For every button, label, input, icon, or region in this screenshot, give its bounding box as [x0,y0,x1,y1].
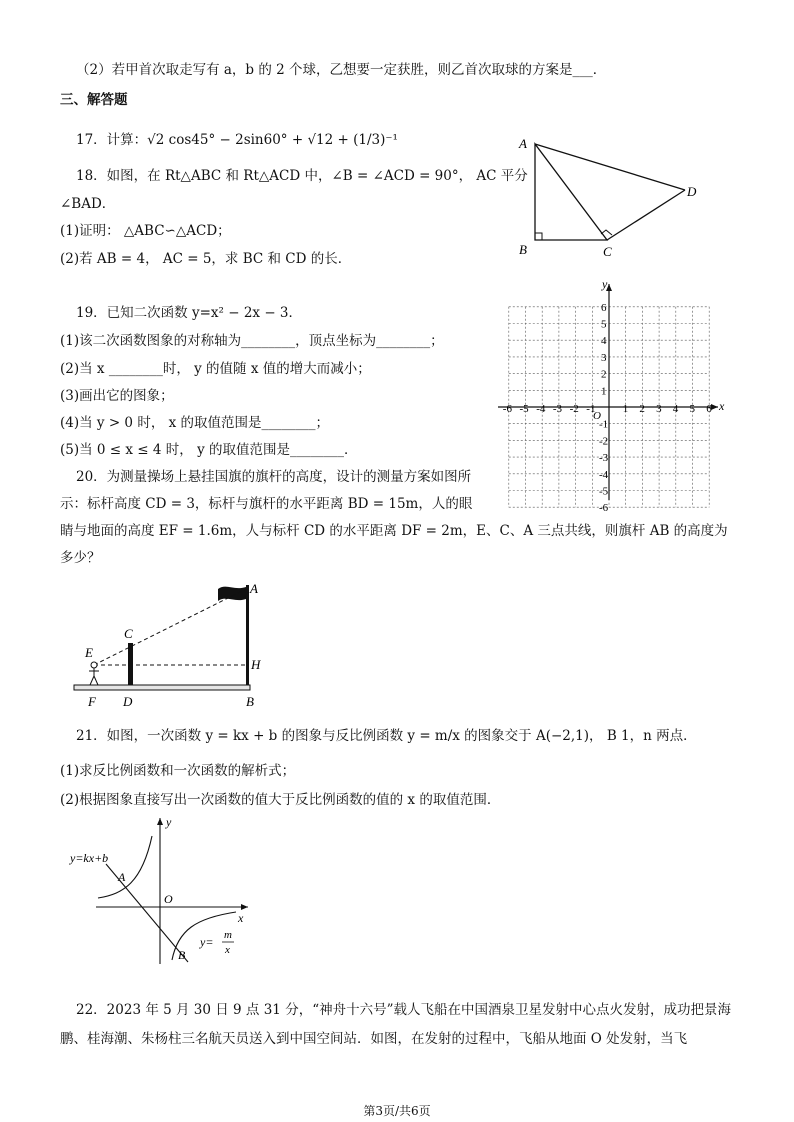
flag-icon [218,587,246,601]
linear-label: y=kx+b [70,851,109,865]
label-E: E [85,645,93,660]
q19-part1: (1)该二次函数图象的对称轴为________，顶点坐标为________； [60,333,444,349]
point-A-label: A [118,870,126,884]
x-tick-label: -6 [502,403,512,415]
y-tick-label: 1 [601,385,607,398]
y-tick-label: 4 [601,335,607,348]
y-tick-label: 5 [601,318,607,331]
y-tick-label: -4 [599,468,609,481]
q18-part2: (2)若 AB = 4， AC = 5，求 BC 和 CD 的长． [60,251,352,267]
tick-labels [503,302,712,514]
q21-part2: (2)根据图象直接写出一次函数的值大于反比例函数的值的 x 的取值范围． [60,792,501,808]
q20-text-3: 睛与地面的高度 EF = 1.6m，人与标杆 CD 的水平距离 DF = 2m，E、C、A 三点共线，则旗杆 AB 的高度为 [60,523,728,539]
flagpole [246,585,249,685]
inverse-denominator: x [225,944,230,956]
y-tick-label: 6 [601,301,607,314]
y-tick-label: -5 [599,485,609,498]
label-F: F [88,694,96,709]
x-tick-label: 2 [639,403,645,415]
q20-text-2: 示：标杆高度 CD = 3，标杆与旗杆的水平距离 BD = 15m，人的眼 [60,496,473,512]
x-tick-label: 6 [706,403,712,415]
section-heading: 三、解答题 [60,92,128,108]
y-tick-label: -3 [599,452,609,465]
label-C: C [603,244,612,259]
q21-text: 21．如图，一次函数 y = kx + b 的图象与反比例函数 y = m/x 的图象交于 A(−2,1)， B 1，n 两点． [76,728,697,744]
point-B-label: B [178,948,186,962]
q19-part3: (3)画出它的图象； [60,388,174,404]
q17-text: 17．计算：√2 cos45° − 2sin60° + √12 + (1/3)⁻¹ [76,132,398,148]
label-B: B [519,242,527,257]
person-icon [91,662,97,668]
x-tick-label: -3 [552,403,563,415]
q18-text: 18．如图，在 Rt△ABC 和 Rt△ACD 中，∠B = ∠ACD = 90°， AC 平分 [76,168,528,184]
marker-pole [128,643,133,685]
figure-19-grid [490,276,730,515]
inverse-label: y= [200,935,214,949]
label-A: A [519,136,527,151]
q22-text: 22．2023 年 5 月 30 日 9 点 31 分，“神舟十六号”载人飞船在中国酒泉卫星发射中心点火发射，成功把景海 [76,1002,731,1018]
q21-part1: (1)求反比例函数和一次函数的解析式； [60,763,296,779]
y-tick-label: -1 [599,418,609,431]
x-tick-label: -2 [569,403,579,415]
label-C: C [124,626,133,641]
inverse-numerator: m [224,929,232,941]
y-axis-label: y [166,815,172,829]
y-tick-label: 2 [601,368,607,381]
y-tick-label: -2 [599,435,609,448]
x-tick-label: -1 [586,403,596,415]
origin-label: O [164,892,173,906]
y-tick-label: -6 [599,502,609,515]
x-tick-label: -4 [536,403,546,415]
origin-label: O [593,410,601,422]
x-tick-label: 4 [672,403,679,415]
x-tick-label: -5 [519,403,529,415]
q16-part2: （2）若甲首次取走写有 a，b 的 2 个球，乙想要一定获胜，则乙首次取球的方案是___． [76,62,607,78]
x-axis-label: x [719,399,725,413]
q22-text-2: 鹏、桂海潮、朱杨柱三名航天员送入到中国空间站．如图，在发射的过程中，飞船从地面 O 处发射，当飞 [60,1031,688,1047]
q19-text: 19．已知二次函数 y=x² − 2x − 3． [76,305,303,321]
figure-18-triangles [505,130,705,260]
x-tick-label: 5 [689,403,695,415]
label-A: A [250,581,258,596]
q20-text-4: 多少？ [60,550,101,566]
x-axis-label: x [238,911,244,925]
figure-21-functions [66,812,266,972]
x-tick-label: 1 [622,403,629,415]
label-H: H [251,657,261,672]
q20-text: 20．为测量操场上悬挂国旗的旗杆的高度，设计的测量方案如图所 [76,469,472,485]
y-axis-label: y [602,277,608,291]
y-tick-label: 3 [601,351,607,364]
hyperbola-branch-left [98,836,152,898]
q18-part1: (1)证明： △ABC∽△ACD； [60,223,231,239]
q18-text-cont: ∠BAD． [60,196,116,212]
x-tick-label: 3 [656,403,662,415]
page-footer: 第3页/共6页 [363,1104,431,1118]
label-B: B [246,694,254,709]
label-D: D [687,184,697,199]
q19-part2: (2)当 x ________时， y 的值随 x 值的增大而减小； [60,361,371,377]
q19-part4: (4)当 y > 0 时， x 的取值范围是________； [60,415,330,431]
label-D: D [123,694,133,709]
figure-20-flagpole [70,575,280,710]
q19-part5: (5)当 0 ≤ x ≤ 4 时， y 的取值范围是________． [60,442,358,458]
